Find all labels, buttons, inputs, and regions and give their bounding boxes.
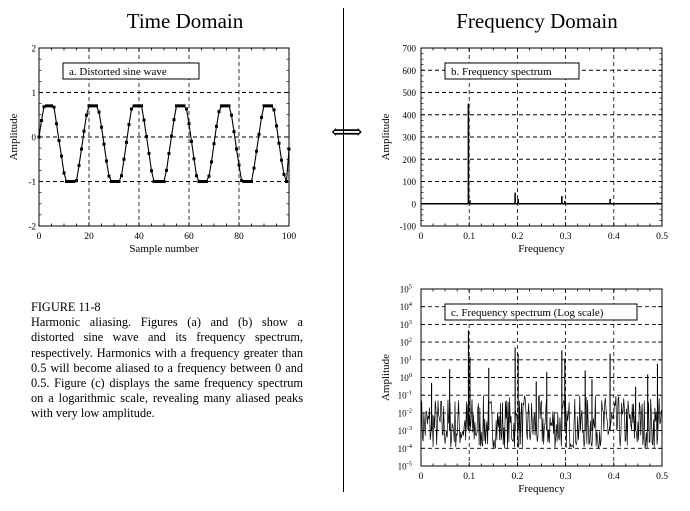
- y-tick-label: $10^2$: [399, 336, 412, 348]
- data-point: [80, 148, 83, 151]
- double-arrow-icon: ⟺: [331, 119, 363, 144]
- data-point: [55, 122, 58, 125]
- data-point: [190, 140, 193, 143]
- x-axis-label: Sample number: [129, 243, 199, 255]
- y-axis-label: Amplitude: [380, 353, 392, 402]
- series-line: [39, 106, 289, 182]
- y-tick-label: 0: [31, 132, 36, 143]
- y-tick-label: 200: [402, 154, 416, 165]
- data-point: [163, 180, 166, 183]
- data-point: [140, 104, 143, 107]
- data-point: [168, 152, 171, 155]
- data-point: [83, 130, 86, 133]
- x-tick-label: 0.5: [656, 232, 668, 242]
- data-point: [128, 123, 131, 126]
- data-point: [130, 107, 133, 110]
- data-point: [188, 122, 191, 125]
- chart-title: c. Frequency spectrum (Log scale): [451, 307, 604, 319]
- data-point: [38, 136, 41, 139]
- data-point: [238, 164, 241, 167]
- data-point: [183, 104, 186, 107]
- data-point: [280, 159, 283, 162]
- data-point: [228, 104, 231, 107]
- data-point: [165, 169, 168, 172]
- data-point: [185, 107, 188, 110]
- y-tick-label: 400: [402, 110, 416, 121]
- data-point: [105, 160, 108, 163]
- y-tick-label: -1: [28, 177, 36, 187]
- data-point: [60, 155, 63, 158]
- data-point: [98, 111, 101, 114]
- x-tick-label: 0: [418, 472, 424, 482]
- x-tick-label: 0: [36, 232, 42, 242]
- data-point: [123, 158, 126, 161]
- data-point: [170, 135, 173, 138]
- data-point: [75, 179, 78, 182]
- caption-body: Harmonic aliasing. Figures (a) and (b) show a distorted sine wave and its frequency spectrum, respectively. Harmonics with a frequency greater than 0.5 will become aliased to a frequency between 0 and 0.5. Figure (c) displays the same frequency spectrum on a logarithmic scale, revealing many aliased peaks with very low amplitude.: [31, 315, 303, 421]
- data-point: [150, 169, 153, 172]
- data-point: [193, 157, 196, 160]
- y-tick-label: 600: [402, 65, 416, 76]
- y-tick-label: 700: [402, 43, 416, 54]
- y-tick-label: $10^3$: [399, 318, 412, 330]
- data-point: [85, 114, 88, 117]
- data-point: [275, 124, 278, 127]
- data-point: [205, 180, 208, 183]
- x-tick-label: 0.4: [607, 232, 620, 242]
- y-tick-label: $10^{-1}$: [397, 389, 412, 401]
- data-point: [258, 133, 261, 136]
- x-tick-label: 80: [234, 232, 244, 242]
- data-point: [148, 152, 151, 155]
- data-point: [215, 125, 218, 128]
- chart-b-frequency-spectrum: [380, 44, 668, 256]
- data-point: [210, 160, 213, 163]
- data-point: [283, 173, 286, 176]
- x-tick-label: 0.1: [463, 472, 476, 482]
- data-point: [270, 104, 273, 107]
- y-tick-label: 1: [31, 88, 36, 98]
- data-point: [145, 135, 148, 138]
- y-tick-label: 0: [411, 199, 416, 210]
- x-tick-label: 60: [184, 232, 194, 242]
- data-point: [95, 104, 98, 107]
- y-tick-label: 2: [31, 43, 36, 54]
- y-axis-label: Amplitude: [380, 113, 392, 161]
- x-axis-label: Frequency: [518, 483, 565, 495]
- data-point: [273, 108, 276, 111]
- data-point: [278, 142, 281, 145]
- chart-title: b. Frequency spectrum: [451, 66, 552, 78]
- data-point: [53, 106, 56, 109]
- data-point: [285, 180, 288, 183]
- data-point: [103, 143, 106, 146]
- data-point: [230, 114, 233, 117]
- y-tick-label: -100: [399, 221, 416, 232]
- data-point: [195, 174, 198, 177]
- x-tick-label: 0.5: [656, 472, 668, 482]
- x-tick-label: 20: [84, 232, 94, 242]
- data-point: [235, 148, 238, 151]
- frequency-domain-heading: Frequency Domain: [456, 9, 618, 33]
- x-tick-label: 0: [418, 232, 424, 242]
- time-domain-heading: Time Domain: [126, 9, 244, 33]
- x-tick-label: 0.4: [607, 472, 620, 482]
- y-tick-label: $10^0$: [399, 372, 412, 383]
- data-point: [40, 119, 43, 122]
- data-point: [288, 148, 291, 151]
- data-point: [250, 180, 253, 183]
- y-tick-label: $10^5$: [399, 283, 412, 295]
- y-tick-label: $10^4$: [399, 301, 412, 313]
- y-tick-label: 100: [402, 177, 416, 187]
- x-axis-label: Frequency: [518, 243, 565, 255]
- chart-c-frequency-spectrum-log: [380, 284, 668, 496]
- x-tick-label: 0.2: [511, 232, 524, 242]
- data-point: [58, 139, 61, 142]
- data-point: [120, 174, 123, 177]
- y-tick-label: $10^{-2}$: [397, 407, 412, 419]
- y-tick-label: $10^1$: [399, 354, 412, 366]
- data-point: [218, 110, 221, 113]
- y-tick-label: 300: [402, 132, 416, 143]
- y-tick-label: $10^{-5}$: [397, 460, 412, 472]
- data-point: [63, 172, 66, 175]
- x-tick-label: 100: [281, 232, 297, 242]
- data-point: [108, 175, 111, 178]
- data-point: [255, 150, 258, 153]
- y-tick-label: 500: [402, 88, 416, 98]
- y-tick-label: $10^{-4}$: [397, 442, 412, 454]
- data-point: [125, 141, 128, 144]
- caption-title: FIGURE 11-8: [31, 300, 101, 314]
- x-tick-label: 0.2: [511, 472, 524, 482]
- data-point: [78, 164, 81, 167]
- chart-title: a. Distorted sine wave: [69, 66, 167, 78]
- data-point: [233, 130, 236, 133]
- data-point: [213, 142, 216, 145]
- data-point: [208, 175, 211, 178]
- y-tick-label: $10^{-3}$: [397, 425, 412, 437]
- data-point: [260, 116, 263, 119]
- data-point: [253, 167, 256, 170]
- x-tick-label: 0.3: [559, 232, 572, 242]
- noise-trace: [421, 395, 662, 448]
- x-tick-label: 40: [134, 232, 144, 242]
- x-tick-label: 0.3: [559, 472, 572, 482]
- data-point: [118, 180, 121, 183]
- chart-a-distorted-sine: [8, 44, 296, 256]
- data-point: [143, 119, 146, 122]
- data-point: [173, 118, 176, 121]
- y-tick-label: -2: [28, 221, 36, 232]
- x-tick-label: 0.1: [463, 232, 476, 242]
- data-point: [100, 126, 103, 129]
- y-axis-label: Amplitude: [8, 113, 20, 161]
